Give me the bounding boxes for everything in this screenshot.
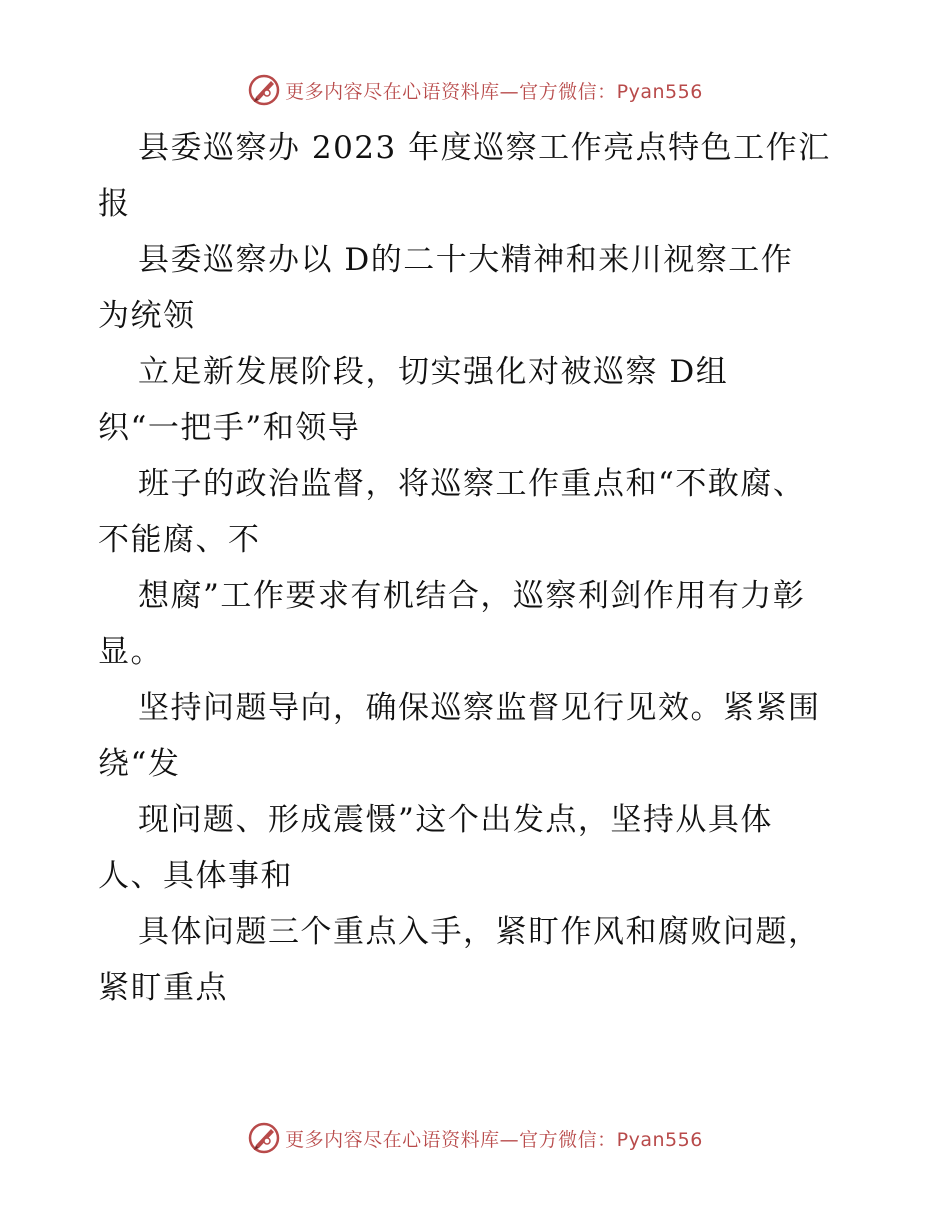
brand-logo-icon	[247, 1121, 281, 1155]
text-line: 为统领	[98, 298, 196, 334]
footer-banner	[0, 1118, 950, 1158]
text-line: 显。	[98, 634, 163, 670]
text-line: 具体问题三个重点入手，紧盯作风和腐败问题，	[138, 914, 821, 950]
text-line: 坚持问题导向，确保巡察监督见行见效。紧紧围	[138, 690, 821, 726]
text-line: 人、具体事和	[98, 858, 293, 894]
text-line: 想腐”工作要求有机结合，巡察利剑作用有力彰	[138, 578, 806, 614]
header-banner	[0, 70, 950, 110]
text-line: 县委巡察办以 D的二十大精神和来川视察工作	[138, 242, 794, 278]
text-line: 报	[98, 186, 131, 222]
text-line: 县委巡察办 2023 年度巡察工作亮点特色工作汇	[138, 130, 831, 166]
text-line: 紧盯重点	[98, 970, 228, 1006]
brand-logo-icon	[247, 73, 281, 107]
text-line: 不能腐、不	[98, 522, 261, 558]
header-banner-text: 更多内容尽在心语资料库—官方微信：Pyan556	[285, 80, 703, 103]
text-line: 现问题、形成震慑”这个出发点，坚持从具体	[138, 802, 773, 838]
document-body	[98, 120, 858, 1016]
text-line: 绕“发	[98, 746, 181, 782]
text-line: 织“一把手”和领导	[98, 410, 361, 446]
text-line: 立足新发展阶段，切实强化对被巡察 D组	[138, 354, 729, 390]
footer-banner-text: 更多内容尽在心语资料库—官方微信：Pyan556	[285, 1128, 703, 1151]
text-line: 班子的政治监督，将巡察工作重点和“不敢腐、	[138, 466, 806, 502]
